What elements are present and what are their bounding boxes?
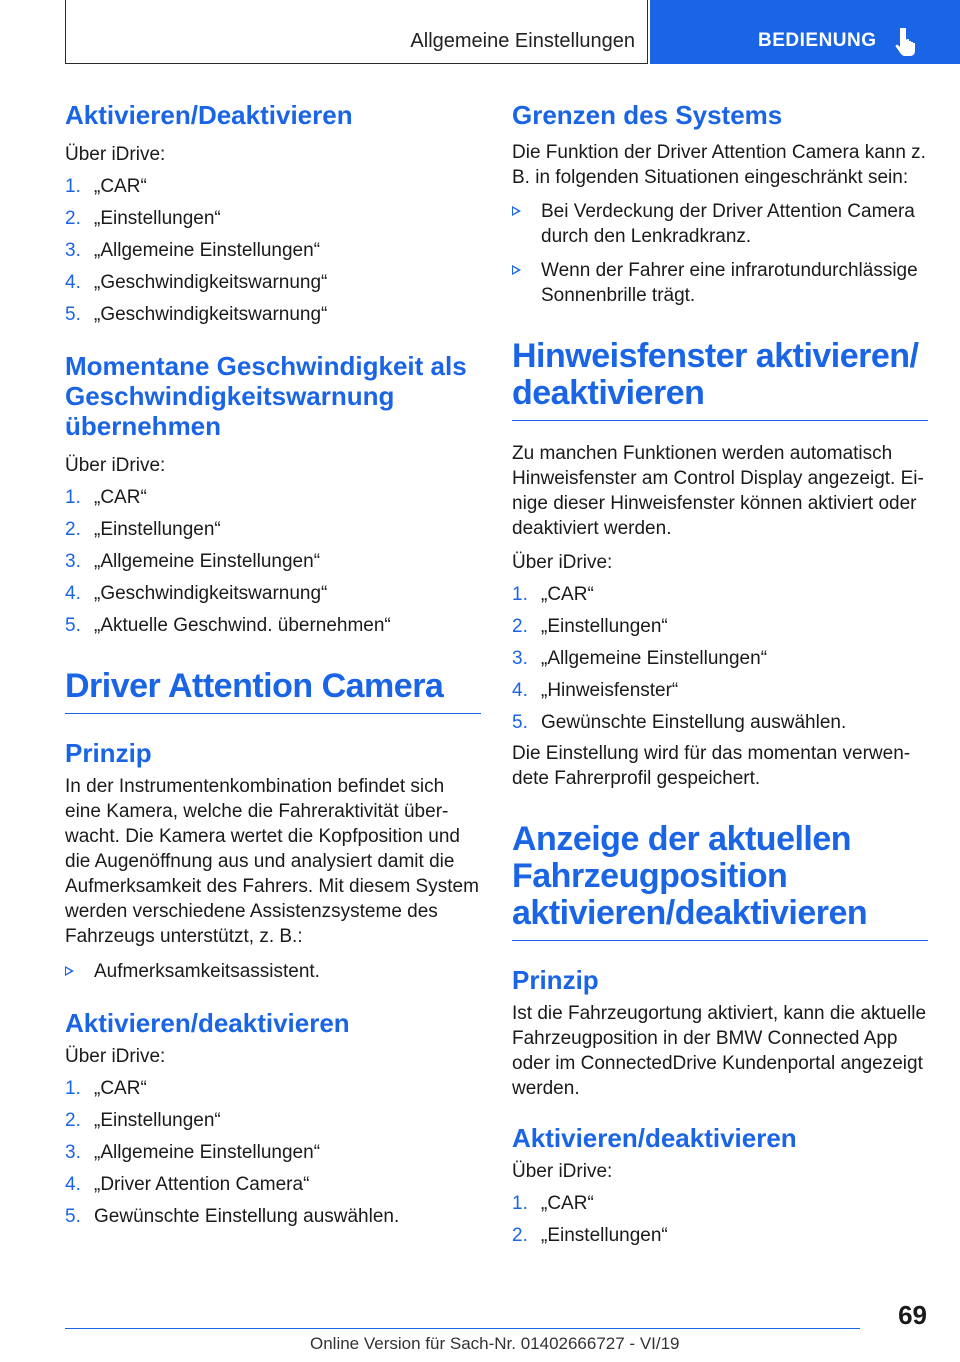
paragraph: Über iDrive:	[512, 552, 613, 573]
list-item: 2. „Einstellungen“	[65, 1110, 221, 1131]
section-heading: Momentane Geschwindigkeit als Geschwindigkeitswarnung übernehmen	[65, 351, 467, 441]
numbered-list	[512, 582, 928, 735]
page-number: 69	[898, 1300, 927, 1330]
numbered-list	[65, 485, 481, 638]
list-item: 3. „Allgemeine Einstellungen“	[65, 1142, 321, 1163]
triangle-bullet-icon	[65, 966, 74, 976]
list-item: Bei Verdeckung der Driver Attention Camera durch den Lenkradkranz.	[512, 199, 928, 249]
bullet-list	[65, 959, 481, 984]
list-item: 1. „CAR“	[65, 1078, 147, 1099]
list-item: 5. „Geschwindigkeitswarnung“	[65, 304, 328, 325]
list-item: 2. „Einstellungen“	[65, 208, 221, 229]
paragraph: Zu manchen Funktionen werden automatisch Hinweisfenster am Control Display angezeigt. Einige dieser Hinweisfenster können aktiviert oder deaktiviert werden.	[512, 443, 924, 539]
section-heading: Aktivieren/deaktivieren	[512, 1123, 797, 1153]
list-item: 2. „Einstellungen“	[65, 519, 221, 540]
bullet-list	[512, 199, 928, 308]
section-heading: Prinzip	[65, 738, 152, 768]
left-column	[65, 100, 481, 1229]
list-item: Wenn der Fahrer eine infrarotundurchlässige Sonnenbrille trägt.	[512, 258, 928, 308]
chapter-heading: Driver Attention Camera	[65, 667, 444, 705]
section-heading: Grenzen des Systems	[512, 100, 783, 130]
list-item: 1. „CAR“	[65, 176, 147, 197]
list-item: 3. „Allgemeine Einstellungen“	[65, 551, 321, 572]
list-item: 5. Gewünschte Einstellung auswählen.	[65, 1206, 400, 1227]
list-item: 2. „Einstellungen“	[512, 1225, 668, 1246]
list-item: 4. „Geschwindigkeitswarnung“	[65, 583, 328, 604]
chapter-heading-block	[512, 821, 928, 941]
list-item: 1. „CAR“	[512, 584, 594, 605]
chapter-heading: Anzeige der aktuellen Fahrzeugposition aktivieren/deaktivieren	[512, 820, 868, 932]
list-item: 4. „Driver Attention Camera“	[65, 1174, 310, 1195]
numbered-list	[65, 1076, 481, 1229]
section-heading: Prinzip	[512, 965, 599, 995]
chapter-label: BEDIENUNG	[758, 30, 877, 51]
hand-pointer-icon	[894, 26, 920, 56]
paragraph: Ist die Fahrzeugortung aktiviert, kann die aktuelle Fahrzeugposition in der BMW Connected App oder im ConnectedDrive Kundenportal angezeigt werden.	[512, 1003, 927, 1099]
triangle-bullet-icon	[512, 206, 521, 216]
list-item: 4. „Geschwindigkeitswarnung“	[65, 272, 328, 293]
list-item: 5. Gewünschte Einstellung auswählen.	[512, 712, 847, 733]
list-item: 4. „Hinweisfenster“	[512, 680, 679, 701]
chapter-heading-block	[512, 338, 928, 421]
paragraph: Über iDrive:	[65, 1046, 166, 1067]
list-item: 2. „Einstellungen“	[512, 616, 668, 637]
triangle-bullet-icon	[512, 265, 521, 275]
list-item: Aufmerksamkeitsassistent.	[65, 959, 481, 984]
footer-rule	[65, 1328, 860, 1329]
chapter-heading-block	[65, 668, 481, 714]
list-item: 5. „Aktuelle Geschwind. übernehmen“	[65, 615, 391, 636]
footer-version-text: Online Version für Sach-Nr. 01402666727 - VI/19	[310, 1334, 680, 1353]
numbered-list	[65, 174, 481, 327]
list-item: 3. „Allgemeine Einstellungen“	[512, 648, 768, 669]
chapter-heading: Hinweisfenster aktivieren/ deaktivieren	[512, 337, 919, 412]
section-heading: Aktivieren/Deaktivieren	[65, 100, 353, 130]
paragraph: Die Einstellung wird für das momentan verwendete Fahrerprofil gespeichert.	[512, 743, 911, 789]
paragraph: In der Instrumentenkombination befindet sich eine Kamera, welche die Fahreraktivität überwacht. Die Kamera wertet die Kopfposition und die Augenöffnung aus und analysiert damit die Aufmerksamkeit des Fahrers. Mit diesem System werden verschiedene Assistenzsysteme des Fahrzeugs unterstützt, z. B.:	[65, 776, 479, 947]
header-section-title: Allgemeine Einstellungen	[410, 30, 635, 52]
paragraph: Über iDrive:	[65, 455, 166, 476]
header-chapter-tab	[650, 0, 960, 64]
paragraph: Die Funktion der Driver Attention Camera kann z. B. in folgenden Situationen eingeschränkt sein:	[512, 142, 926, 188]
paragraph: Über iDrive:	[65, 144, 166, 165]
right-column	[512, 100, 928, 1248]
list-item: 3. „Allgemeine Einstellungen“	[65, 240, 321, 261]
section-heading: Aktivieren/deaktivieren	[65, 1008, 350, 1038]
paragraph: Über iDrive:	[512, 1161, 613, 1182]
list-item: 1. „CAR“	[512, 1193, 594, 1214]
list-item: 1. „CAR“	[65, 487, 147, 508]
numbered-list	[512, 1191, 928, 1248]
